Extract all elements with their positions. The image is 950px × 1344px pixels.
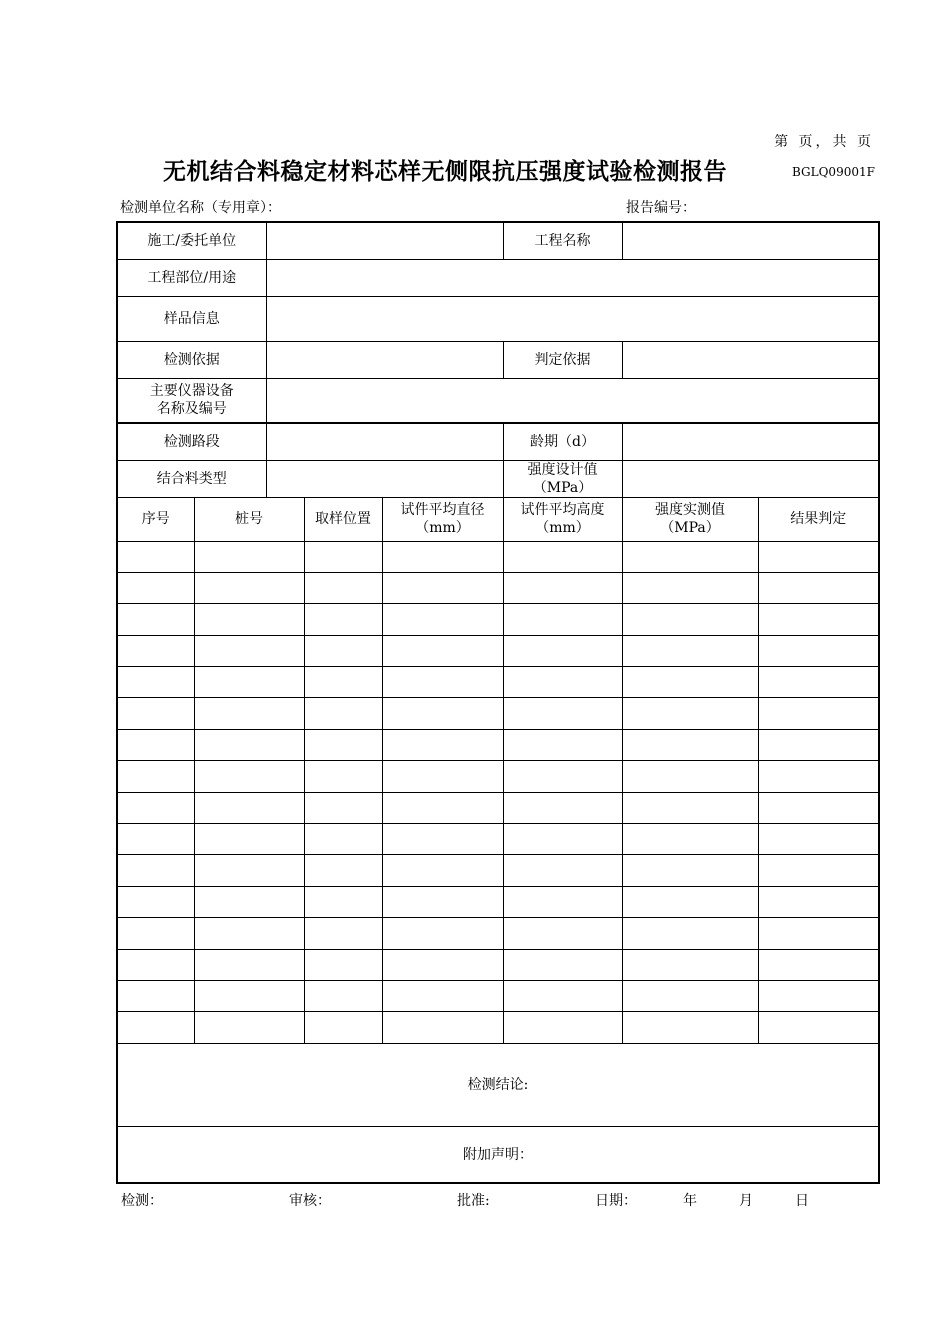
cell-diameter[interactable]: [382, 1012, 503, 1043]
cell-station[interactable]: [194, 792, 304, 823]
cell-position[interactable]: [304, 635, 382, 666]
cell-station[interactable]: [194, 667, 304, 698]
cell-position[interactable]: [304, 541, 382, 572]
table-row: [117, 698, 879, 729]
cell-position[interactable]: [304, 980, 382, 1011]
cell-diameter[interactable]: [382, 541, 503, 572]
cell-seq[interactable]: [117, 635, 194, 666]
cell-diameter[interactable]: [382, 572, 503, 603]
project-name-value[interactable]: [622, 222, 879, 259]
cell-seq[interactable]: [117, 855, 194, 886]
cell-position[interactable]: [304, 572, 382, 603]
table-row: [117, 667, 879, 698]
cell-height[interactable]: [503, 886, 622, 917]
cell-seq[interactable]: [117, 604, 194, 635]
cell-position[interactable]: [304, 698, 382, 729]
cell-seq[interactable]: [117, 541, 194, 572]
cell-strength[interactable]: [622, 604, 758, 635]
cell-result[interactable]: [758, 667, 879, 698]
cell-height[interactable]: [503, 792, 622, 823]
data-rows: [117, 541, 879, 1043]
cell-position[interactable]: [304, 604, 382, 635]
cell-result[interactable]: [758, 792, 879, 823]
cell-station[interactable]: [194, 824, 304, 855]
col-header-position: 取样位置: [304, 497, 382, 541]
cell-station[interactable]: [194, 729, 304, 760]
cell-diameter[interactable]: [382, 635, 503, 666]
cell-seq[interactable]: [117, 698, 194, 729]
cell-result[interactable]: [758, 635, 879, 666]
test-basis-value[interactable]: [266, 341, 503, 378]
cell-strength[interactable]: [622, 635, 758, 666]
cell-result[interactable]: [758, 980, 879, 1011]
equipment-label: [117, 378, 266, 423]
cell-diameter[interactable]: [382, 980, 503, 1011]
cell-diameter[interactable]: [382, 729, 503, 760]
cell-strength[interactable]: [622, 792, 758, 823]
cell-strength[interactable]: [622, 824, 758, 855]
table-row: [117, 980, 879, 1011]
cell-strength[interactable]: [622, 761, 758, 792]
cell-height[interactable]: [503, 949, 622, 980]
cell-strength[interactable]: [622, 949, 758, 980]
cell-height[interactable]: [503, 980, 622, 1011]
cell-station[interactable]: [194, 980, 304, 1011]
cell-diameter[interactable]: [382, 667, 503, 698]
cell-strength[interactable]: [622, 541, 758, 572]
cell-station[interactable]: [194, 698, 304, 729]
col-header-station: 桩号: [194, 497, 304, 541]
part-usage-value[interactable]: [266, 259, 879, 296]
judge-basis-value[interactable]: [622, 341, 879, 378]
date-label: 日期：: [595, 1193, 637, 1209]
cell-height[interactable]: [503, 824, 622, 855]
cell-result[interactable]: [758, 949, 879, 980]
cell-strength[interactable]: [622, 980, 758, 1011]
cell-height[interactable]: [503, 541, 622, 572]
tester-label: 检测：: [121, 1193, 163, 1209]
cell-result[interactable]: [758, 1012, 879, 1043]
cell-station[interactable]: [194, 635, 304, 666]
table-row: [117, 792, 879, 823]
table-row: [117, 824, 879, 855]
cell-strength[interactable]: [622, 698, 758, 729]
cell-height[interactable]: [503, 698, 622, 729]
road-section-label: 检测路段: [117, 423, 266, 460]
cell-strength[interactable]: [622, 1012, 758, 1043]
age-label: 龄期（d）: [503, 423, 622, 460]
cell-result[interactable]: [758, 729, 879, 760]
cell-result[interactable]: [758, 855, 879, 886]
form-code: BGLQ09001F: [792, 165, 875, 179]
col-header-result: 结果判定: [758, 497, 879, 541]
cell-seq[interactable]: [117, 729, 194, 760]
cell-position[interactable]: [304, 729, 382, 760]
cell-position[interactable]: [304, 667, 382, 698]
cell-diameter[interactable]: [382, 792, 503, 823]
cell-height[interactable]: [503, 918, 622, 949]
cell-diameter[interactable]: [382, 604, 503, 635]
col-header-height: [503, 497, 622, 541]
cell-position[interactable]: [304, 792, 382, 823]
cell-position[interactable]: [304, 918, 382, 949]
cell-position[interactable]: [304, 855, 382, 886]
equipment-label-line2: 名称及编号: [156, 401, 227, 418]
design-strength-label-line1: 强度设计值: [527, 461, 598, 478]
table-row: [117, 541, 879, 572]
cell-seq[interactable]: [117, 1012, 194, 1043]
col-header-diameter-line2: （mm）: [415, 520, 470, 536]
reviewer-label: 审核：: [289, 1193, 331, 1209]
cell-strength[interactable]: [622, 855, 758, 886]
conclusion-cell[interactable]: [117, 1043, 879, 1126]
binder-type-label: 结合料类型: [117, 460, 266, 497]
cell-seq[interactable]: [117, 824, 194, 855]
cell-seq[interactable]: [117, 667, 194, 698]
cell-result[interactable]: [758, 604, 879, 635]
cell-height[interactable]: [503, 667, 622, 698]
cell-diameter[interactable]: [382, 855, 503, 886]
cell-diameter[interactable]: [382, 698, 503, 729]
cell-position[interactable]: [304, 824, 382, 855]
date-month: 月: [739, 1193, 753, 1209]
cell-strength[interactable]: [622, 729, 758, 760]
equipment-value[interactable]: [266, 378, 879, 423]
project-name-label: 工程名称: [503, 222, 622, 259]
cell-strength[interactable]: [622, 918, 758, 949]
cell-position[interactable]: [304, 949, 382, 980]
cell-height[interactable]: [503, 635, 622, 666]
cell-seq[interactable]: [117, 949, 194, 980]
unit-name-label: 检测单位名称（专用章）：: [120, 200, 281, 216]
cell-height[interactable]: [503, 572, 622, 603]
report-title: 无机结合料稳定材料芯样无侧限抗压强度试验检测报告: [163, 159, 727, 185]
cell-position[interactable]: [304, 1012, 382, 1043]
col-header-strength-line1: 强度实测值: [655, 502, 726, 518]
cell-strength[interactable]: [622, 667, 758, 698]
age-value[interactable]: [622, 423, 879, 460]
cell-station[interactable]: [194, 541, 304, 572]
cell-station[interactable]: [194, 1012, 304, 1043]
cell-position[interactable]: [304, 886, 382, 917]
test-basis-label: 检测依据: [117, 341, 266, 378]
date-day: 日: [795, 1193, 809, 1209]
cell-seq[interactable]: [117, 792, 194, 823]
cell-result[interactable]: [758, 572, 879, 603]
cell-height[interactable]: [503, 729, 622, 760]
cell-seq[interactable]: [117, 918, 194, 949]
cell-seq[interactable]: [117, 886, 194, 917]
cell-station[interactable]: [194, 949, 304, 980]
cell-station[interactable]: [194, 604, 304, 635]
cell-strength[interactable]: [622, 886, 758, 917]
report-form-table: [116, 221, 880, 1184]
cell-seq[interactable]: [117, 572, 194, 603]
cell-result[interactable]: [758, 698, 879, 729]
client-label: 施工/委托单位: [117, 222, 266, 259]
table-row: [117, 1012, 879, 1043]
cell-station[interactable]: [194, 918, 304, 949]
table-row: [117, 855, 879, 886]
cell-result[interactable]: [758, 541, 879, 572]
cell-station[interactable]: [194, 886, 304, 917]
sample-info-label: 样品信息: [117, 296, 266, 341]
cell-diameter[interactable]: [382, 824, 503, 855]
cell-station[interactable]: [194, 761, 304, 792]
design-strength-value[interactable]: [622, 460, 879, 497]
col-header-height-line1: 试件平均高度: [520, 502, 605, 518]
cell-strength[interactable]: [622, 572, 758, 603]
cell-seq[interactable]: [117, 980, 194, 1011]
col-header-diameter-line1: 试件平均直径: [400, 502, 485, 518]
cell-station[interactable]: [194, 855, 304, 886]
cell-result[interactable]: [758, 886, 879, 917]
statement-cell[interactable]: [117, 1126, 879, 1183]
table-row: [117, 572, 879, 603]
part-usage-label: 工程部位/用途: [117, 259, 266, 296]
conclusion-label: 检测结论:: [467, 1076, 529, 1093]
cell-seq[interactable]: [117, 761, 194, 792]
col-header-seq: 序号: [117, 497, 194, 541]
cell-height[interactable]: [503, 604, 622, 635]
cell-height[interactable]: [503, 1012, 622, 1043]
binder-type-value[interactable]: [266, 460, 503, 497]
sample-info-value[interactable]: [266, 296, 879, 341]
col-header-height-line2: （mm）: [535, 520, 590, 536]
table-row: [117, 604, 879, 635]
date-year: 年: [683, 1193, 697, 1209]
table-row: [117, 761, 879, 792]
cell-result[interactable]: [758, 918, 879, 949]
cell-diameter[interactable]: [382, 918, 503, 949]
equipment-label-line1: 主要仪器设备: [149, 383, 234, 400]
col-header-diameter: [382, 497, 503, 541]
cell-result[interactable]: [758, 824, 879, 855]
cell-station[interactable]: [194, 572, 304, 603]
client-value[interactable]: [266, 222, 503, 259]
page-indicator: 第 页，共 页: [774, 134, 874, 150]
col-header-strength-line2: （MPa）: [660, 520, 720, 536]
road-section-value[interactable]: [266, 423, 503, 460]
table-row: [117, 949, 879, 980]
cell-diameter[interactable]: [382, 949, 503, 980]
judge-basis-label: 判定依据: [503, 341, 622, 378]
cell-position[interactable]: [304, 761, 382, 792]
statement-label: 附加声明：: [463, 1146, 533, 1163]
table-row: [117, 918, 879, 949]
cell-diameter[interactable]: [382, 761, 503, 792]
cell-height[interactable]: [503, 761, 622, 792]
col-header-strength: [622, 497, 758, 541]
approver-label: 批准:: [457, 1193, 490, 1209]
table-row: [117, 635, 879, 666]
cell-result[interactable]: [758, 761, 879, 792]
report-number-label: 报告编号：: [626, 200, 696, 216]
cell-diameter[interactable]: [382, 886, 503, 917]
design-strength-label: [503, 460, 622, 497]
table-row: [117, 886, 879, 917]
design-strength-label-line2: （MPa）: [532, 479, 593, 496]
cell-height[interactable]: [503, 855, 622, 886]
table-row: [117, 729, 879, 760]
